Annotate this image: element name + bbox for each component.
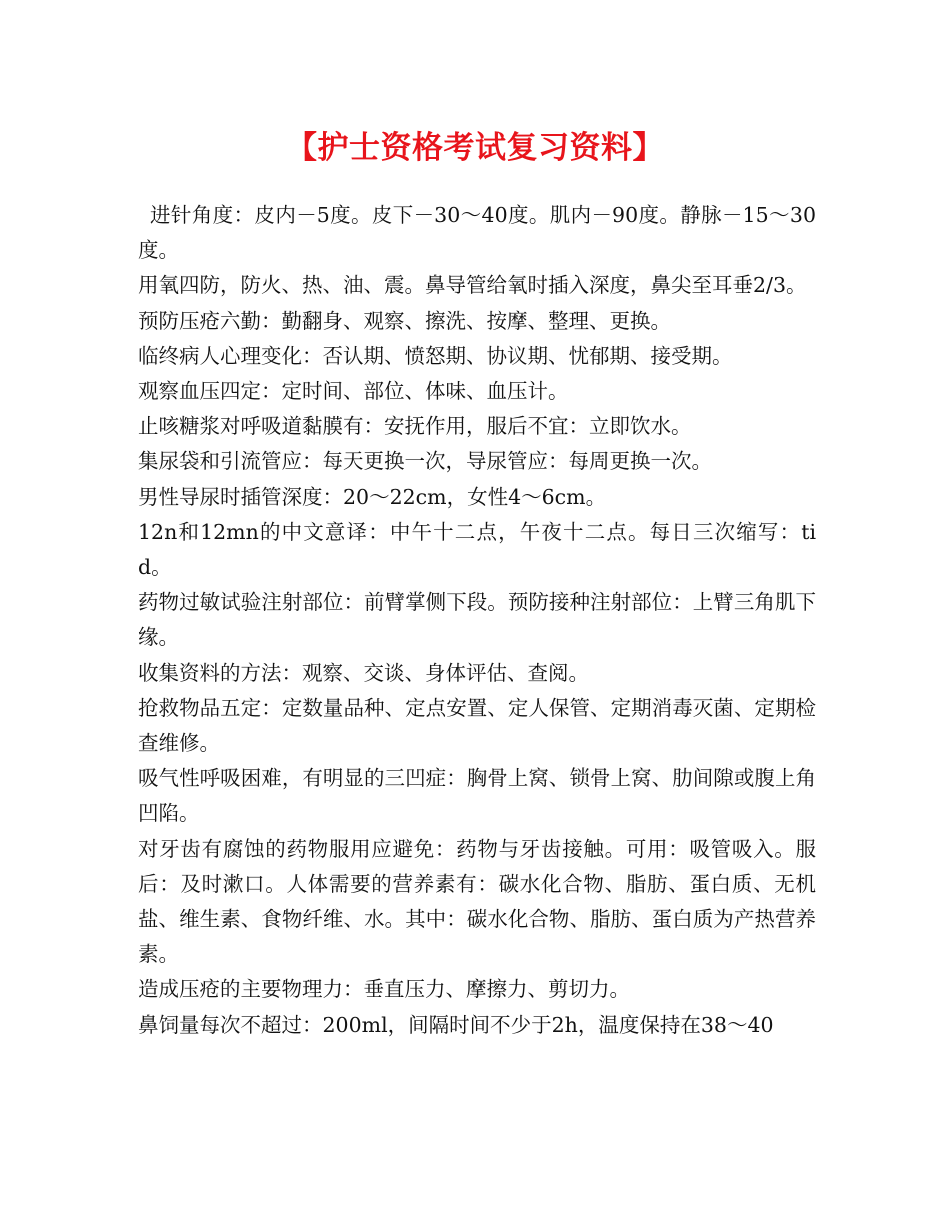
paragraph-pressure-sore-prevention: 预防压疮六勤：勤翻身、观察、擦洗、按摩、整理、更换。	[138, 308, 671, 333]
paragraph-physical-forces: 造成压疮的主要物理力：垂直压力、摩擦力、剪切力。	[138, 977, 630, 1002]
paragraph-dyspnea: 吸气性呼吸困难，有明显的三凹症：胸骨上窝、锁骨上窝、肋间隙或腹上角凹陷。	[138, 766, 816, 826]
document-body	[138, 198, 816, 1043]
paragraph-injection-angles: 进针角度：皮内－5度。皮下－30～40度。肌内－90度。静脉－15～30度。	[138, 203, 816, 263]
paragraph-nasal-feeding: 鼻饲量每次不超过：200ml，间隔时间不少于2h，温度保持在38～40	[138, 1012, 774, 1037]
paragraph-rescue-items: 抢救物品五定：定数量品种、定点安置、定人保管、定期消毒灭菌、定期检查维修。	[138, 695, 816, 756]
paragraph-catheter-depth: 男性导尿时插管深度：20～22cm，女性4～6cm。	[138, 484, 607, 509]
paragraph-dying-patient-psychology: 临终病人心理变化：否认期、愤怒期、协议期、忧郁期、接受期。	[138, 343, 733, 368]
paragraph-teeth-nutrition: 对牙齿有腐蚀的药物服用应避免：药物与牙齿接触。可用：吸管吸入。服后：及时漱口。人体需要的营养素有：碳水化合物、脂肪、蛋白质、无机盐、维生素、食物纤维、水。其中：碳水化合物、脂肪、蛋白质为产热营养素。	[138, 836, 816, 967]
paragraph-cough-syrup: 止咳糖浆对呼吸道黏膜有：安抚作用，服后不宜：立即饮水。	[138, 414, 692, 439]
paragraph-data-collection: 收集资料的方法：观察、交谈、身体评估、查阅。	[138, 660, 589, 685]
paragraph-urine-bag: 集尿袋和引流管应：每天更换一次，导尿管应：每周更换一次。	[138, 449, 712, 474]
paragraph-abbreviations: 12n和12mn的中文意译：中午十二点，午夜十二点。每日三次缩写：tid。	[138, 519, 816, 580]
paragraph-oxygen: 用氧四防，防火、热、油、震。鼻导管给氧时插入深度，鼻尖至耳垂2/3。	[138, 273, 807, 298]
paragraph-injection-sites: 药物过敏试验注射部位：前臂掌侧下段。预防接种注射部位：上臂三角肌下缘。	[138, 590, 816, 650]
document-title: 【护士资格考试复习资料】	[286, 130, 664, 166]
paragraph-blood-pressure: 观察血压四定：定时间、部位、体味、血压计。	[138, 379, 569, 404]
